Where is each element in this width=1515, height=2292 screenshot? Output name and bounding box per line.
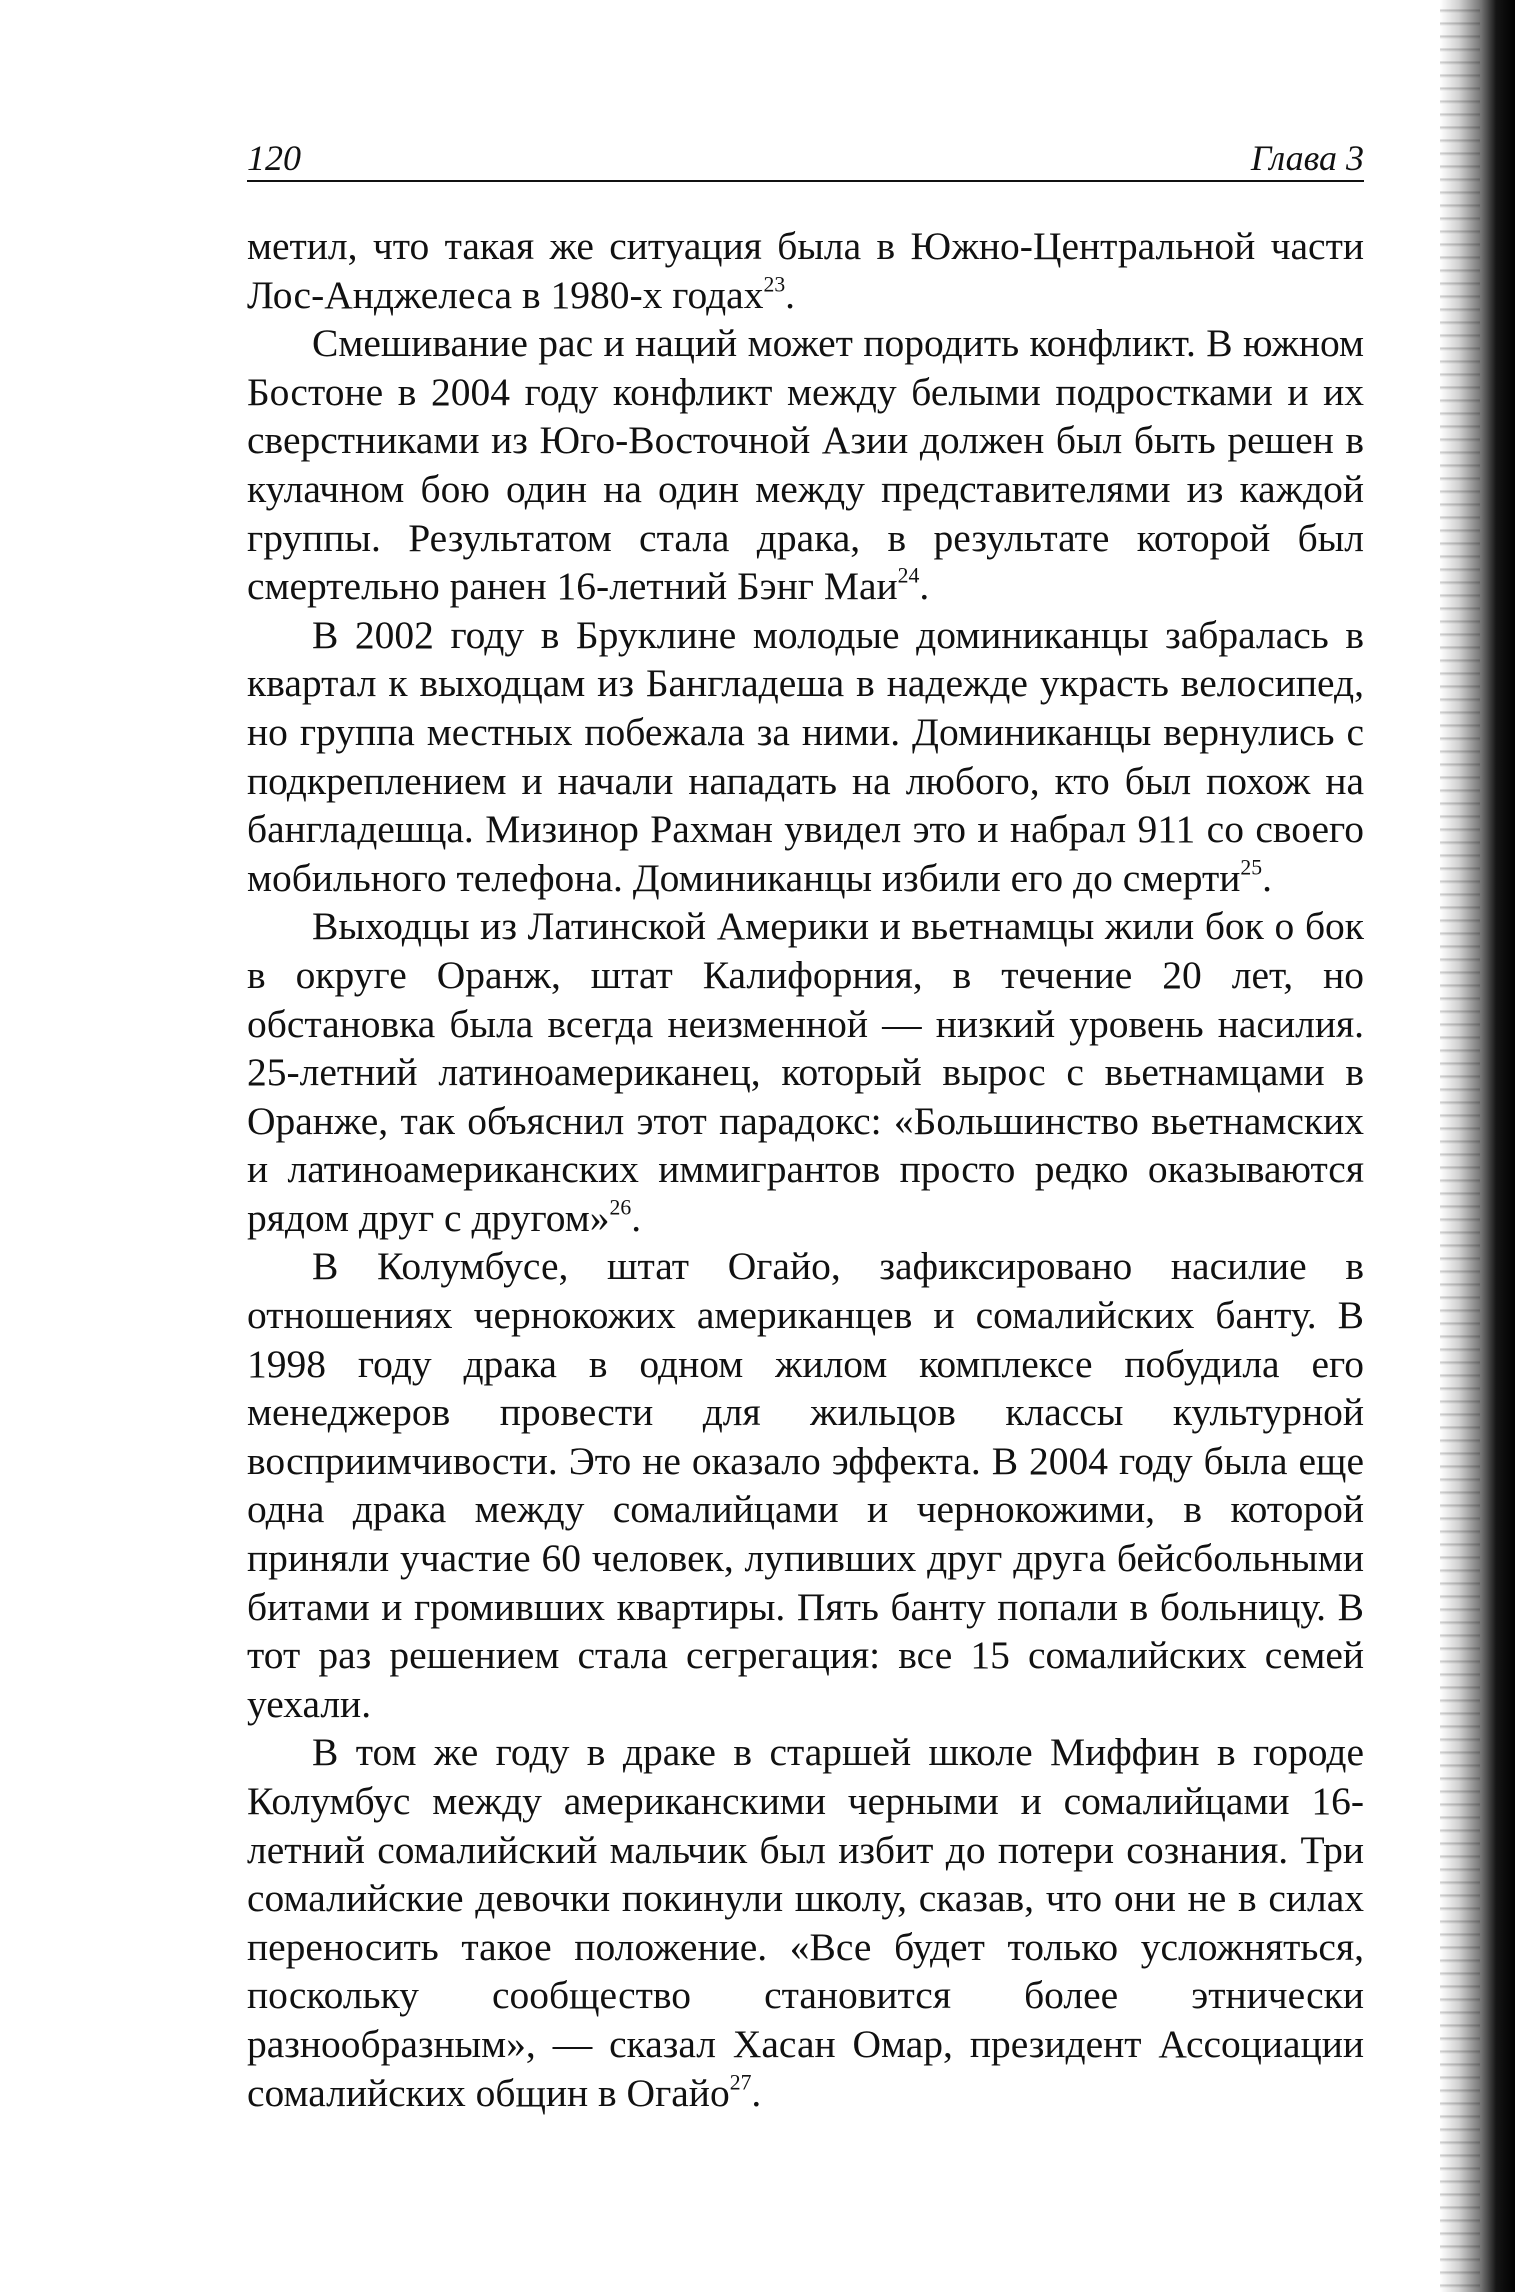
paragraph-1: [247, 222, 1364, 319]
footnote-ref: 24: [897, 563, 920, 588]
paragraph-tail: .: [785, 272, 796, 317]
running-head: [247, 136, 1364, 182]
paragraph-tail: .: [631, 1195, 642, 1240]
paragraph-text: В том же году в драке в старшей школе Миффин в городе Колумбус между американскими черными и сомалийцами 16-летний сомалийский мальчик был избит до потери сознания. Три сомалийские девочки покинули школу, сказав, что они не в силах переносить такое положение. «Все будет только усложняться, поскольку сообщество становится более этнически разнообразным», — сказал Хасан Омар, президент Ассоциации сомалийских общин в Огайо: [247, 1730, 1364, 2115]
paragraph-text: Смешивание рас и наций может породить конфликт. В южном Бостоне в 2004 году конфликт между белыми подростками и их сверстниками из Юго-Восточной Азии должен был быть решен в кулачном бою один на один между представителями из каждой группы. Результатом стала драка, в результате которой был смертельно ранен 16-летний Бэнг Маи: [247, 321, 1364, 609]
paragraph-tail: .: [751, 2070, 762, 2115]
footnote-ref: 25: [1240, 855, 1263, 880]
paragraph-tail: .: [1262, 855, 1272, 900]
paragraph-text: метил, что такая же ситуация была в Южно-Центральной части Лос-Анджелеса в 1980-х годах: [247, 224, 1364, 317]
paragraph-5: [247, 1242, 1364, 1728]
paragraph-text: В 2002 году в Бруклине молодые доминиканцы забралась в квартал к выходцам из Бангладеша в надежде украсть велосипед, но группа местных побежала за ними. Доминиканцы вернулись с подкреплением и начали нападать на любого, кто был похож на бангладешца. Мизинор Рахман увидел это и набрал 911 со своего мобильного телефона. Доминиканцы избили его до смерти: [247, 612, 1364, 900]
footnote-ref: 26: [609, 1195, 632, 1220]
paragraph-2: [247, 319, 1364, 611]
paragraph-text: Выходцы из Латинской Америки и вьетнамцы жили бок о бок в округе Оранж, штат Калифорния, в течение 20 лет, но обстановка была всегда неизменной — низкий уровень насилия. 25-летний латиноамериканец, который вырос с вьетнамцами в Оранже, так объяснил этот парадокс: «Большинство вьетнамских и латиноамериканских иммигрантов просто редко оказываются рядом друг с другом»: [247, 904, 1364, 1240]
paragraph-text: В Колумбусе, штат Огайо, зафиксировано насилие в отношениях чернокожих американцев и сомалийских банту. В 1998 году драка в одном жилом комплексе побудила его менеджеров провести для жильцов классы культурной восприимчивости. Это не оказало эффекта. В 2004 году была еще одна драка между сомалийцами и чернокожими, в которой приняли участие 60 человек, лупивших друг друга бейсбольными битами и громивших квартиры. Пять банту попали в больницу. В тот раз решением стала сегрегация: все 15 сомалийских семей уехали.: [247, 1244, 1364, 1726]
paragraph-6: [247, 1728, 1364, 2117]
footnote-ref: 23: [763, 272, 786, 297]
paragraph-4: [247, 902, 1364, 1242]
chapter-title: Глава 3: [1250, 138, 1364, 178]
footnote-ref: 27: [729, 2070, 752, 2095]
body-text: [247, 222, 1364, 2117]
paragraph-tail: .: [919, 564, 930, 609]
binding-shadow: [1440, 0, 1515, 2292]
paragraph-3: [247, 611, 1364, 903]
page-number: 120: [247, 138, 301, 178]
